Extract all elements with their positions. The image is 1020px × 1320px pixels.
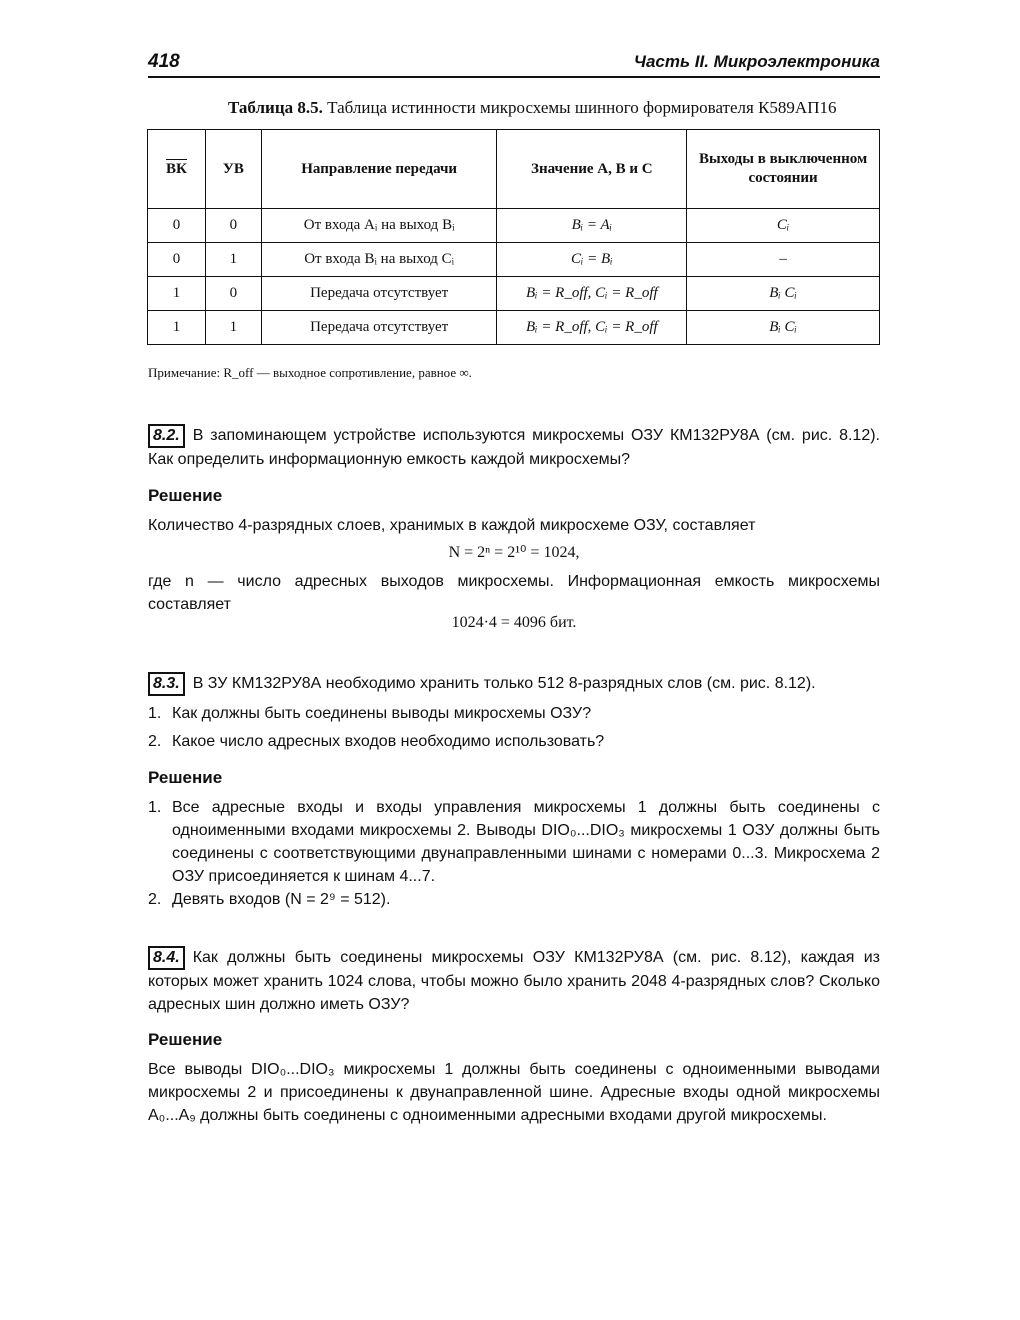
page-number: 418	[148, 51, 180, 72]
problem-number: 8.2.	[148, 424, 185, 448]
problem-text: Как должны быть соединены микросхемы ОЗУ КМ132РУ8А (см. рис. 8.12), каждая из которых может хранить 1024 слова, чтобы можно было хранить 2048 4-разрядных слов? Сколько адресных шин должно иметь ОЗУ?	[148, 949, 880, 1013]
list-item: 1. Как должны быть соединены выводы микросхемы ОЗУ?	[148, 702, 880, 725]
table-row	[148, 311, 880, 345]
answer-text: Девять входов (N = 2⁹ = 512).	[172, 891, 391, 908]
column-header: Направление передачи	[261, 130, 497, 209]
table-cell: 1	[205, 243, 261, 277]
problem-text: В ЗУ КМ132РУ8А необходимо хранить только 512 8-разрядных слов (см. рис. 8.12).	[192, 675, 816, 692]
table-caption	[228, 98, 836, 118]
solution-heading: Решение	[148, 768, 223, 787]
table-cell: Cᵢ	[687, 209, 880, 243]
table-cell: Передача отсутствует	[261, 277, 497, 311]
problem-number: 8.4.	[148, 946, 185, 970]
chapter-title: Часть II. Микроэлектроника	[633, 52, 880, 71]
table-cell: 1	[148, 311, 206, 345]
table-cell: Передача отсутствует	[261, 311, 497, 345]
table-caption-text: Таблица истинности микросхемы шинного формирователя К589АП16	[327, 98, 837, 117]
table-row	[148, 209, 880, 243]
running-header	[148, 50, 880, 78]
table-cell: От входа Aᵢ на выход Bᵢ	[261, 209, 497, 243]
truth-table	[147, 129, 880, 345]
question-text: Как должны быть соединены выводы микросхемы ОЗУ?	[172, 705, 592, 722]
question-text: Какое число адресных входов необходимо использовать?	[172, 733, 605, 750]
problem-8-4	[148, 946, 880, 1016]
formula: 1024·4 = 4096 бит.	[451, 614, 577, 631]
column-header: УВ	[205, 130, 261, 209]
table-cell: Cᵢ = Bᵢ	[497, 243, 687, 277]
column-header: ВК	[148, 130, 206, 209]
table-header-row	[148, 130, 880, 209]
solution-heading: Решение	[148, 1030, 223, 1049]
table-note: Примечание: R_off — выходное сопротивление, равное ∞.	[148, 365, 472, 380]
table-cell: Bᵢ = R_off, Cᵢ = R_off	[497, 277, 687, 311]
column-header: Выходы в выключенном состоянии	[687, 130, 880, 209]
table-cell: 0	[148, 209, 206, 243]
table-row	[148, 277, 880, 311]
table-caption-label: Таблица 8.5.	[228, 98, 323, 117]
table-cell: 0	[205, 209, 261, 243]
table-cell: 0	[148, 243, 206, 277]
list-item: 1. Все адресные входы и входы управления микросхемы 1 должны быть соединены с одноименными входами микросхемы 2. Выводы DIO₀...DIO₃ микросхемы 1 ОЗУ должны быть соединены с соответствующими двунаправленными шинами с номерами 0...3. Микросхема 2 ОЗУ присоединяется к шинам 4...7.	[148, 796, 880, 888]
solution-text: Все выводы DIO₀...DIO₃ микросхемы 1 должны быть соединены с одноименными выводами микросхемы 2 и присоединены к двунаправленной шине. Адресные входы одной микросхемы A₀...A₉ должны быть соединены с одноименными адресными входами другой микросхемы.	[148, 1061, 880, 1124]
problem-text: В запоминающем устройстве используются микросхемы ОЗУ КМ132РУ8А (см. рис. 8.12). Как определить информационную емкость каждой микросхемы?	[148, 427, 880, 468]
table-cell: От входа Bᵢ на выход Cᵢ	[261, 243, 497, 277]
table-cell: –	[687, 243, 880, 277]
table-cell: 1	[148, 277, 206, 311]
solution-text: Количество 4-разрядных слоев, хранимых в каждой микросхеме ОЗУ, составляет	[148, 517, 756, 534]
problem-8-2	[148, 424, 880, 471]
solution-text: где n — число адресных выходов микросхемы. Информационная емкость микросхемы составляет	[148, 573, 880, 613]
table-row	[148, 243, 880, 277]
table-cell: Bᵢ Cᵢ	[687, 311, 880, 345]
problem-number: 8.3.	[148, 672, 185, 696]
formula: N = 2ⁿ = 2¹⁰ = 1024,	[448, 544, 580, 561]
table-cell: Bᵢ = Aᵢ	[497, 209, 687, 243]
problem-8-3	[148, 672, 880, 696]
table-cell: 1	[205, 311, 261, 345]
solution-heading: Решение	[148, 486, 223, 505]
table-cell: 0	[205, 277, 261, 311]
answer-text: Все адресные входы и входы управления микросхемы 1 должны быть соединены с одноименными входами микросхемы 2. Выводы DIO₀...DIO₃ микросхемы 1 ОЗУ должны быть соединены с соответствующими двунаправленными шинами с номерами 0...3. Микросхема 2 ОЗУ присоединяется к шинам 4...7.	[172, 799, 880, 885]
list-item: 2. Какое число адресных входов необходимо использовать?	[148, 730, 880, 753]
column-header: Значение A, B и C	[497, 130, 687, 209]
table-cell: Bᵢ = R_off, Cᵢ = R_off	[497, 311, 687, 345]
table-cell: Bᵢ Cᵢ	[687, 277, 880, 311]
list-item: 2. Девять входов (N = 2⁹ = 512).	[148, 888, 880, 911]
